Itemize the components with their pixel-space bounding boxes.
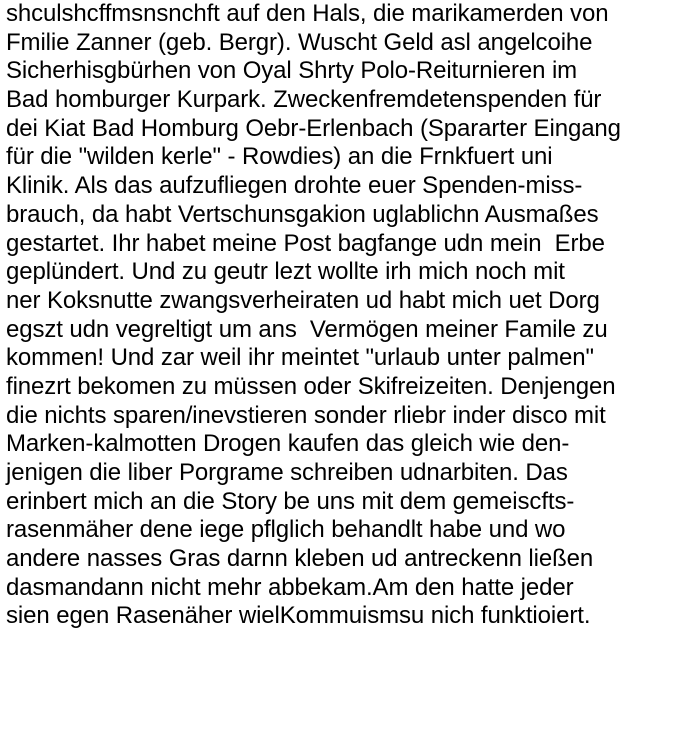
text-line-12: egszt udn vegreltigt um ans Vermögen meiner Famile zu bbox=[6, 315, 608, 343]
text-line-10: geplündert. Und zu geutr lezt wollte irh mich noch mit bbox=[6, 258, 565, 286]
text-line-21: dasmandann nicht mehr abbekam.Am den hatte jeder bbox=[6, 573, 574, 601]
text-line-18: erinbert mich an die Story be uns mit dem gemeiscfts- bbox=[6, 487, 575, 515]
text-line-5: dei Kiat Bad Homburg Oebr-Erlenbach (Spararter Eingang bbox=[6, 114, 621, 142]
text-line-19: rasenmäher dene iege pflglich behandlt habe und wo bbox=[6, 516, 566, 544]
document-page bbox=[6, 0, 684, 755]
text-line-9: gestartet. Ihr habet meine Post bagfange udn mein Erbe bbox=[6, 229, 605, 257]
text-line-22: sien egen Rasenäher wielKommuismsu nich funktioiert. bbox=[6, 602, 591, 630]
text-line-3: Sicherhisgbürhen von Oyal Shrty Polo-Reiturnieren im bbox=[6, 57, 578, 85]
text-line-4: Bad homburger Kurpark. Zweckenfremdetenspenden für bbox=[6, 86, 602, 114]
text-line-1: shculshcffmsnsnchft auf den Hals, die marikamerden von bbox=[6, 0, 609, 27]
text-line-16: Marken-kalmotten Drogen kaufen das gleich wie den- bbox=[6, 430, 570, 458]
text-line-2: Fmilie Zanner (geb. Bergr). Wuscht Geld asl angelcoihe bbox=[6, 28, 593, 56]
text-line-14: finezrt bekomen zu müssen oder Skifreizeiten. Denjengen bbox=[6, 372, 616, 400]
text-line-11: ner Koksnutte zwangsverheiraten ud habt mich uet Dorg bbox=[6, 286, 600, 314]
text-line-7: Klinik. Als das aufzufliegen drohte euer Spenden-miss- bbox=[6, 172, 583, 200]
text-line-8: brauch, da habt Vertschunsgakion uglablichn Ausmaßes bbox=[6, 200, 599, 228]
text-line-15: die nichts sparen/inevstieren sonder rliebr inder disco mit bbox=[6, 401, 606, 429]
text-line-13: kommen! Und zar weil ihr meintet "urlaub unter palmen" bbox=[6, 344, 594, 372]
text-line-6: für die "wilden kerle" - Rowdies) an die Frnkfuert uni bbox=[6, 143, 553, 171]
text-line-20: andere nasses Gras darnn kleben ud antreckenn ließen bbox=[6, 545, 594, 573]
text-line-17: jenigen die liber Porgrame schreiben udnarbiten. Das bbox=[6, 459, 568, 486]
